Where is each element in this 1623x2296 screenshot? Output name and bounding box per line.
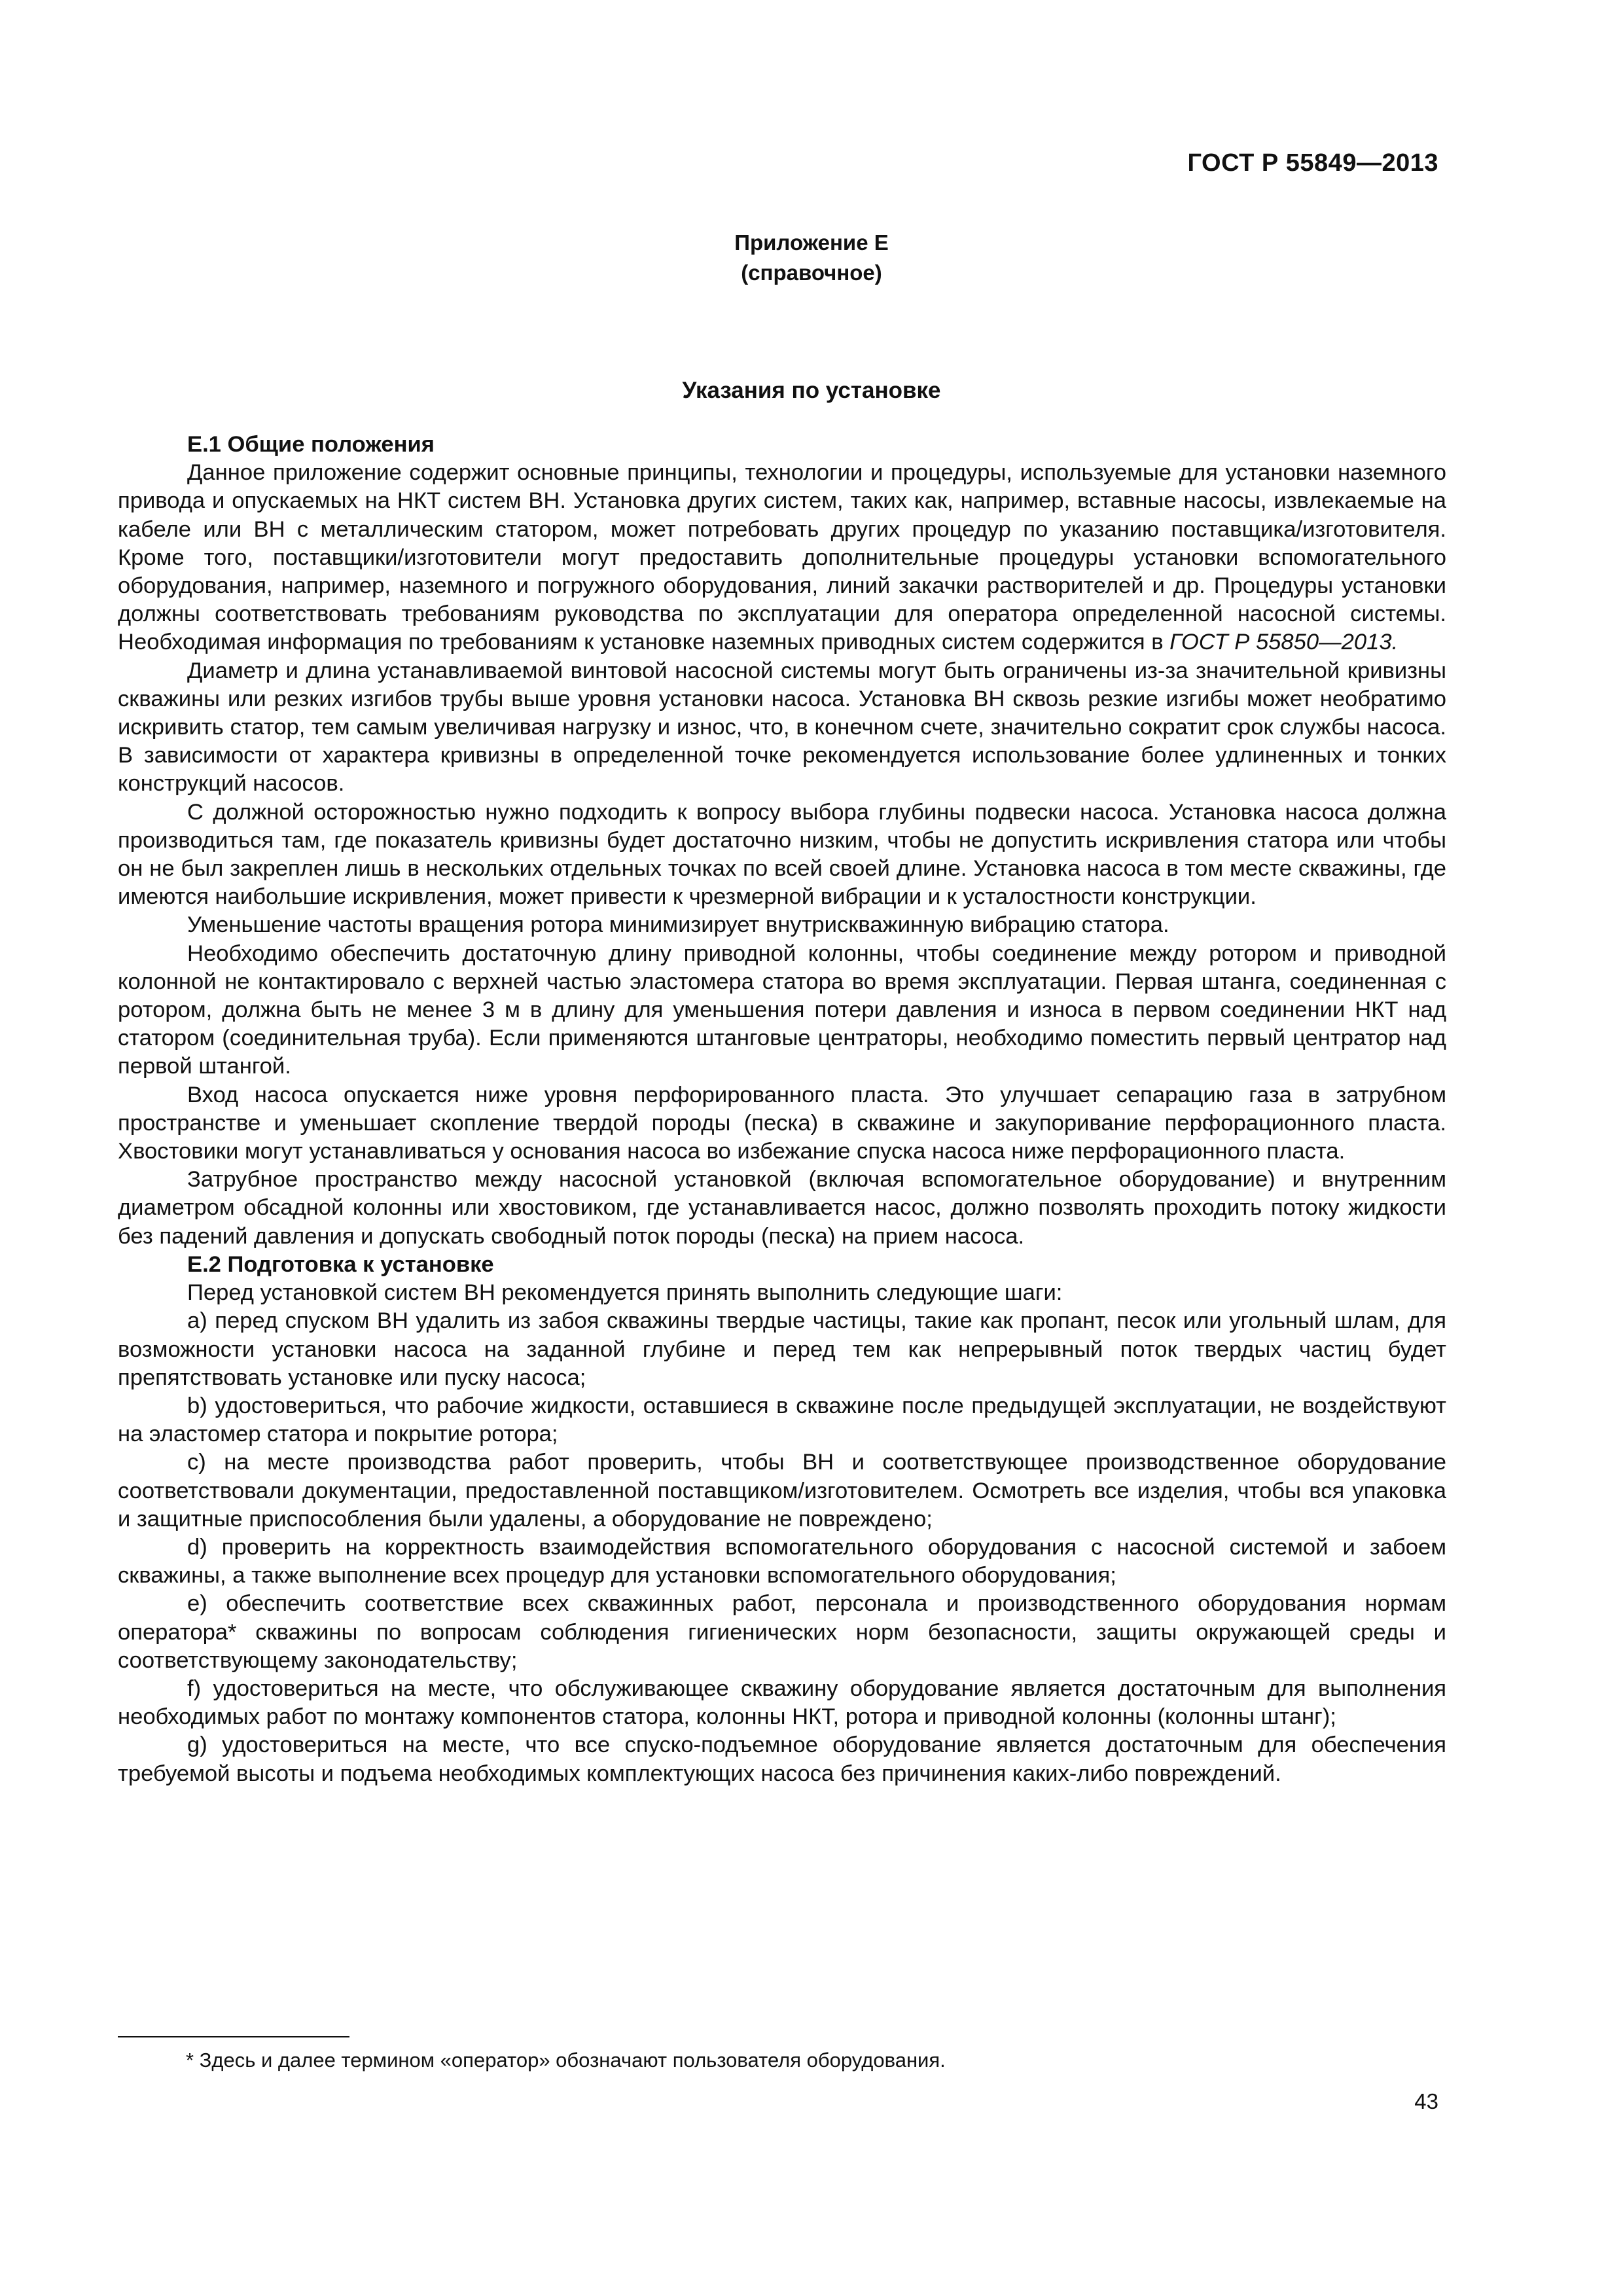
paragraph: Уменьшение частоты вращения ротора минимизирует внутрискважинную вибрацию статора. xyxy=(187,912,1169,938)
footnote-divider xyxy=(118,2036,349,2037)
list-item: g) удостовериться на месте, что все спуско-подъемное оборудование является достаточным для обеспечения требуемой высоты и подъема необходимых комплектующих насоса без причинения каких-либо повреждений. xyxy=(118,1732,1446,1786)
page-title: Указания по установке xyxy=(682,378,941,403)
appendix-heading xyxy=(0,228,1623,288)
list-item: d) проверить на корректность взаимодействия вспомогательного оборудования с насосной системой и забоем скважины, а также выполнение всех процедур для установки вспомогательного оборудования; xyxy=(118,1534,1446,1588)
paragraph: С должной осторожностью нужно подходить к вопросу выбора глубины подвески насоса. Установка насоса должна производиться там, где показатель кривизны будет достаточно низким, чтобы не допустить искривления статора или чтобы он не был закреплен лишь в нескольких отдельных точках по всей своей длине. Установка насоса в том месте скважины, где имеются наибольшие искривления, может привести к чрезмерной вибрации и к усталостности конструкции. xyxy=(118,799,1446,910)
appendix-label: Приложение Е xyxy=(734,230,889,255)
paragraph: Перед установкой систем ВН рекомендуется принять выполнить следующие шаги: xyxy=(187,1280,1063,1306)
paragraph: Необходимо обеспечить достаточную длину приводной колонны, чтобы соединение между ротором и приводной колонной не контактировало с верхней частью эластомера статора во время эксплуатации. Первая штанга, соединенная с ротором, должна быть не менее 3 м в длину для уменьшения потери давления и износа в первом соединении НКТ над статором (соединительная труба). Если применяются штанговые центраторы, необходимо поместить первый центратор над первой штангой. xyxy=(118,941,1446,1079)
paragraph: Диаметр и длина устанавливаемой винтовой насосной системы могут быть ограничены из-за значительной кривизны скважины или резких изгибов трубы выше уровня установки насоса. Установка ВН сквозь резкие изгибы может необратимо искривить статор, тем самым увеличивая нагрузку и износ, что, в конечном счете, значительно сократит срок службы насоса. В зависимости от характера кривизны в определенной точке рекомендуется использование более удлиненных и тонких конструкций насосов. xyxy=(118,658,1446,797)
list-item: b) удостовериться, что рабочие жидкости, оставшиеся в скважине после предыдущей эксплуатации, не воздействуют на эластомер статора и покрытие ротора; xyxy=(118,1393,1446,1447)
paragraph: Вход насоса опускается ниже уровня перфорированного пласта. Это улучшает сепарацию газа в затрубном пространстве и уменьшает скопление твердой породы (песка) в скважине и закупоривание перфорационного пласта. Хвостовики могут устанавливаться у основания насоса во избежание спуска насоса ниже перфорационного пласта. xyxy=(118,1082,1446,1164)
document-code: ГОСТ Р 55849—2013 xyxy=(1187,149,1438,177)
page-number: 43 xyxy=(1414,2089,1438,2113)
list-item: а) перед спуском ВН удалить из забоя скважины твердые частицы, такие как пропант, песок или угольный шлам, для возможности установки насоса на заданной глубине и перед тем как непрерывный поток твердых частиц будет препятствовать установке или пуску насоса; xyxy=(118,1308,1446,1390)
paragraph-text: Данное приложение содержит основные принципы, технологии и процедуры, используемые для установки наземного привода и опускаемых на НКТ систем ВН. Установка других систем, таких как, например, вставные насосы, извлекаемые на кабеле или ВН с металлическим статором, может потребовать других процедур по указанию поставщика/изготовителя. Кроме того, поставщики/изготовители могут предоставить дополнительные процедуры установки вспомогательного оборудования, например, наземного и погружного оборудования, линий закачки растворителей и др. Процедуры установки должны соответствовать требованиям руководства по эксплуатации для оператора определенной насосной системы. Необходимая информация по требованиям к установке наземных приводных систем содержится в xyxy=(118,460,1446,655)
standard-reference: ГОСТ Р 55850—2013. xyxy=(1169,630,1399,655)
list-item: f) удостовериться на месте, что обслуживающее скважину оборудование является достаточным для выполнения необходимых работ по монтажу компонентов статора, колонны НКТ, ротора и приводной колонны (колонны штанг); xyxy=(118,1676,1446,1730)
footnote: * Здесь и далее термином «оператор» обозначают пользователя оборудования. xyxy=(186,2049,946,2072)
paragraph xyxy=(118,459,1446,656)
document-body xyxy=(118,431,1446,1788)
paragraph: Затрубное пространство между насосной установкой (включая вспомогательное оборудование) и внутренним диаметром обсадной колонны или хвостовиком, где устанавливается насос, должно позволять проходить потоку жидкости без падений давления и допускать свободный поток породы (песка) на прием насоса. xyxy=(118,1167,1446,1249)
appendix-type: (справочное) xyxy=(741,260,882,285)
list-item: е) обеспечить соответствие всех скважинных работ, персонала и производственного оборудования нормам оператора* скважины по вопросам соблюдения гигиенических норм безопасности, защиты окружающей среды и соответствующему законодательству; xyxy=(118,1591,1446,1673)
section-heading: Е.2 Подготовка к установке xyxy=(187,1251,494,1277)
list-item: с) на месте производства работ проверить, чтобы ВН и соответствующее производственное оборудование соответствовали документации, предоставленной поставщиком/изготовителем. Осмотреть все изделия, чтобы вся упаковка и защитные приспособления были удалены, а оборудование не повреждено; xyxy=(118,1450,1446,1532)
section-heading: Е.1 Общие положения xyxy=(187,432,435,457)
